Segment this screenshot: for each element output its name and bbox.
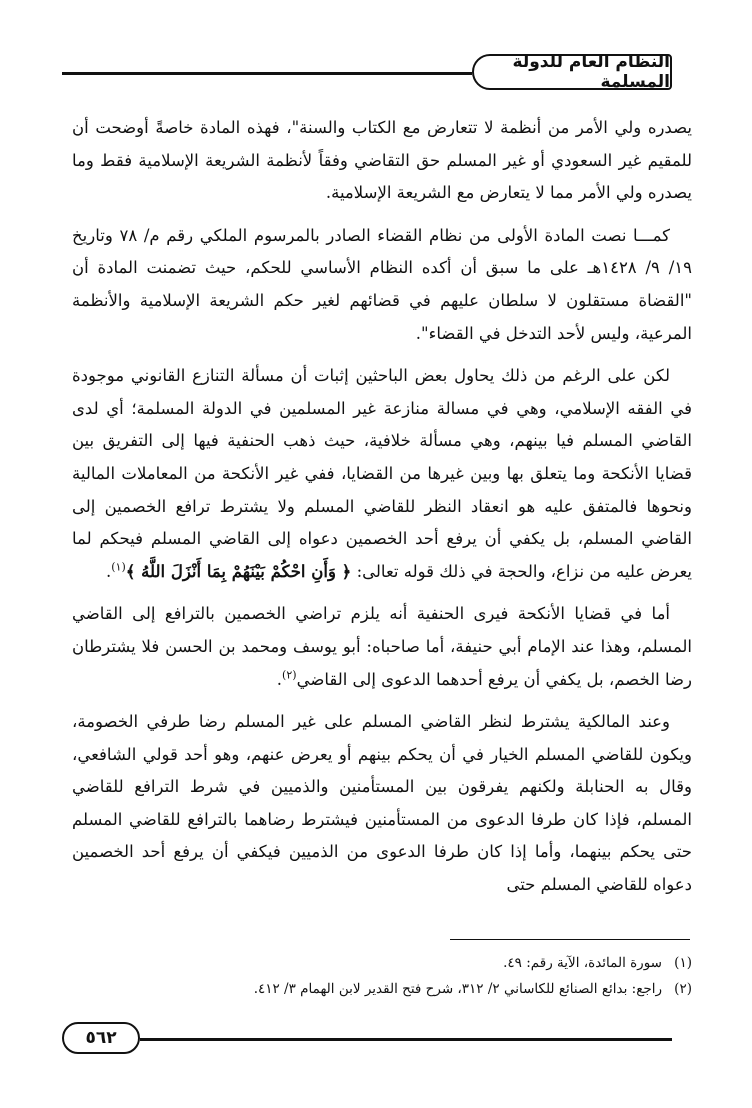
footnote-number: (٢) [674,981,692,997]
footnote-separator [450,939,690,940]
paragraph-5: وعند المالكية يشترط لنظر القاضي المسلم على غير المسلم رضا طرفي الخصومة، ويكون للقاضي المسلم الخيار في أن يحكم بينهم أو يعرض عنهم، وهو أحد قولي الشافعي، وقال به الحنابلة ولكنهم يفرقون بين المستأمنين والذميين في شرط الترافع للقاضي المسلم، فإذا كان طرفا الدعوى من المستأمنين فيشترط رضاهما بالترافع للقاضي المسلم حتى يحكم بينهما، وأما إذا كان طرفا الدعوى من الذميين فيكفي أن يرفع أحد الخصمين دعواه للقاضي المسلم حتى [72,712,692,895]
footnotes [72,950,692,1002]
footnote-item [72,976,692,1002]
paragraph-4-end: . [276,669,283,689]
paragraph-3-end: . [106,561,112,581]
footnote-text: سورة المائدة، الآية رقم: ٤٩. [503,955,662,971]
footnote-ref-2[interactable]: (٢) [282,668,297,681]
running-title: النظام العام للدولة المسلمة [472,54,672,90]
paragraph-1: يصدره ولي الأمر من أنظمة لا تتعارض مع الكتاب والسنة"، فهذه المادة خاصةً أوضحت أن للمقيم غير السعودي أو غير المسلم حق التقاضي وفقاً لأنظمة الشريعة الإسلامية فقط وما يصدره ولي الأمر مما لا يتعارض مع الشريعة الإسلامية. [72,118,692,203]
footer-rule [140,1038,672,1041]
footnote-text: راجع: بدائع الصنائع للكاساني ٢/ ٣١٢، شرح فتح القدير لابن الهمام ٣/ ٤١٢. [253,981,662,997]
page-footer [40,1020,712,1058]
footnote-item [72,950,692,976]
footnote-ref-1[interactable]: (١) [111,560,126,574]
main-text [72,112,692,902]
page-number: ٥٦٢ [62,1022,140,1054]
paragraph-3 [72,360,692,588]
paragraph-4-text: أما في قضايا الأنكحة فيرى الحنفية أنه يلزم تراضي الخصمين بالترافع إلى القاضي المسلم، وهذا عند الإمام أبي حنيفة، أما صاحباه: أبو يوسف ومحمد بن الحسن فلا يشترطان رضا الخصم، بل يكفي أن يرفع أحدهما الدعوى إلى القاضي [72,604,692,689]
paragraph-4 [72,598,692,696]
paragraph-3-text: لكن على الرغم من ذلك يحاول بعض الباحثين إثبات أن مسألة التنازع القانوني موجودة في الفقه الإسلامي، وهي في مسالة منازعة غير المسلمين في الدولة المسلمة؛ أي لدى القاضي المسلم فيا بينهم، وهي مسألة خلافية، حيث ذهب الحنفية فيها إلى التفريق بين قضايا الأنكحة وما يتعلق بها وبين غيرها من القضايا، ففي غير الأنكحة من المعاملات المالية ونحوها فالمتفق عليه هو انعقاد النظر للقاضي المسلم ولا يشترط ترافع الخصمين إلى القاضي المسلم، بل يكفي أن يرفع أحد الخصمين دعواه إلى القاضي المسلم فيحكم لما يعرض عليه من نزاع، والحجة في ذلك قوله تعالى: [72,366,692,581]
header-rule [62,72,472,75]
footnote-number: (١) [674,955,692,971]
running-header [40,50,672,96]
paragraph-2: كمـــا نصت المادة الأولى من نظام القضاء الصادر بالمرسوم الملكي رقم م/ ٧٨ وتاريخ ١٩/ ٩/ ١٤٢٨هـ على ما سبق أن أكده النظام الأساسي للحكم، حيث تضمنت المادة أن "القضاة مستقلون لا سلطان عليهم في قضائهم لغير حكم الشريعة الإسلامية والأنظمة المرعية، وليس لأحد التدخل في القضاء". [72,225,692,343]
quran-verse: ﴿ وَأَنِ احْكُمْ بَيْنَهُمْ بِمَا أَنْزَلَ اللَّهُ ﴾ [125,561,352,581]
